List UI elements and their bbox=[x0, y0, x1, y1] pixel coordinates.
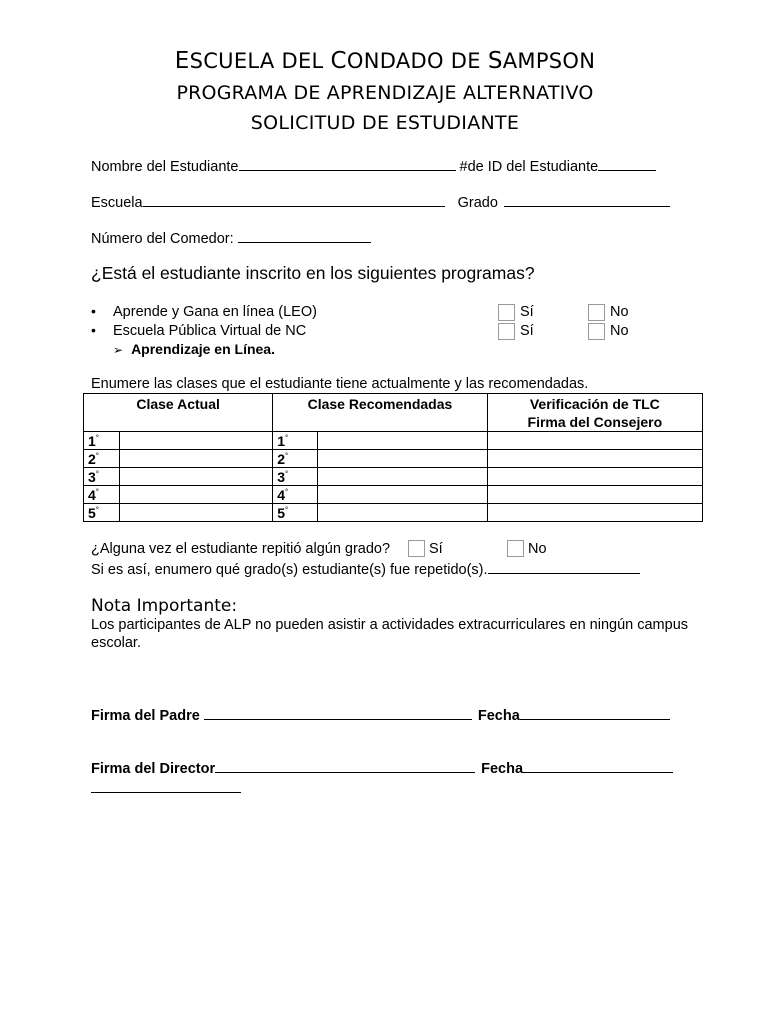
verification-header-line2: Firma del Consejero bbox=[527, 414, 663, 430]
repeat-followup-label: Si es así, enumero qué grado(s) estudiante(s) fue repetido(s). bbox=[91, 562, 488, 578]
row-number: 2° bbox=[273, 450, 318, 468]
director-signature-row bbox=[91, 758, 673, 777]
row-number: 3° bbox=[273, 468, 318, 486]
recommended-class-cell[interactable] bbox=[318, 504, 488, 522]
table-row bbox=[84, 468, 703, 486]
row-number: 4° bbox=[273, 486, 318, 504]
classes-instructions: Enumere las clases que el estudiante tiene actualmente y las recomendadas. bbox=[91, 376, 589, 392]
row-number: 2° bbox=[84, 450, 120, 468]
no-label: No bbox=[610, 304, 629, 320]
table-row bbox=[84, 486, 703, 504]
verification-cell[interactable] bbox=[487, 504, 702, 522]
parent-signature-row bbox=[91, 705, 670, 724]
verification-header bbox=[487, 394, 702, 432]
current-class-cell[interactable] bbox=[119, 450, 272, 468]
yes-label: Sí bbox=[520, 304, 534, 320]
program-label: Escuela Pública Virtual de NC bbox=[113, 323, 307, 339]
repeat-grades-field[interactable] bbox=[488, 559, 640, 574]
no-label: No bbox=[610, 323, 629, 339]
ncvps-yes-checkbox[interactable] bbox=[498, 323, 515, 340]
table-header-row bbox=[84, 394, 703, 432]
yes-label: Sí bbox=[520, 323, 534, 339]
current-class-header: Clase Actual bbox=[84, 394, 273, 432]
leo-no-checkbox[interactable] bbox=[588, 304, 605, 321]
cafeteria-field[interactable] bbox=[238, 228, 371, 243]
row-number: 5° bbox=[84, 504, 120, 522]
verification-cell[interactable] bbox=[487, 468, 702, 486]
current-class-cell[interactable] bbox=[119, 504, 272, 522]
table-row bbox=[84, 450, 703, 468]
verification-cell[interactable] bbox=[487, 486, 702, 504]
verification-cell[interactable] bbox=[487, 432, 702, 450]
repeat-question: ¿Alguna vez el estudiante repitió algún grado? bbox=[91, 541, 391, 557]
parent-signature-label: Firma del Padre bbox=[91, 708, 204, 724]
bullet-icon: • bbox=[91, 303, 96, 319]
director-signature-label: Firma del Director bbox=[91, 761, 216, 777]
school-field[interactable] bbox=[143, 192, 445, 207]
verification-cell[interactable] bbox=[487, 450, 702, 468]
current-class-cell[interactable] bbox=[119, 468, 272, 486]
programs-question: ¿Está el estudiante inscrito en los siguientes programas? bbox=[91, 263, 535, 283]
recommended-class-cell[interactable] bbox=[318, 450, 488, 468]
program-label: Aprende y Gana en línea (LEO) bbox=[113, 304, 317, 320]
row-number: 5° bbox=[273, 504, 318, 522]
student-id-label: #de ID del Estudiante bbox=[455, 159, 599, 175]
parent-date-field[interactable] bbox=[520, 705, 670, 720]
director-date-label: Fecha bbox=[481, 761, 524, 777]
cafeteria-row bbox=[91, 228, 371, 247]
title-cap-3: S bbox=[487, 48, 503, 74]
repeat-yes-label: Sí bbox=[429, 541, 443, 557]
recommended-class-header: Clase Recomendadas bbox=[273, 394, 487, 432]
current-class-cell[interactable] bbox=[119, 486, 272, 504]
table-row bbox=[84, 504, 703, 522]
table-row bbox=[84, 432, 703, 450]
recommended-class-cell[interactable] bbox=[318, 468, 488, 486]
parent-signature-field[interactable] bbox=[204, 705, 472, 720]
school-label: Escuela bbox=[91, 195, 143, 211]
program-title: PROGRAMA DE APRENDIZAJE ALTERNATIVO bbox=[176, 82, 594, 104]
bullet-icon: • bbox=[91, 322, 96, 338]
repeat-grade-section bbox=[91, 541, 731, 581]
title-cap-1: E bbox=[174, 48, 190, 74]
sub-item-label: Aprendizaje en Línea. bbox=[131, 341, 275, 357]
row-number: 4° bbox=[84, 486, 120, 504]
repeat-yes-checkbox[interactable] bbox=[408, 540, 425, 557]
verification-header-line1: Verificación de TLC bbox=[529, 396, 660, 412]
title-rest-1: SCUELA DEL bbox=[189, 49, 331, 73]
grade-label: Grado bbox=[457, 195, 498, 211]
title-rest-3: AMPSON bbox=[502, 49, 596, 73]
leo-yes-checkbox[interactable] bbox=[498, 304, 515, 321]
ncvps-no-checkbox[interactable] bbox=[588, 323, 605, 340]
school-row bbox=[91, 192, 670, 211]
director-signature-field[interactable] bbox=[215, 758, 475, 773]
director-date-field-continuation[interactable] bbox=[91, 779, 241, 793]
repeat-no-label: No bbox=[528, 541, 547, 557]
title-rest-2: ONDADO DE bbox=[346, 49, 488, 73]
grade-field[interactable] bbox=[504, 192, 670, 207]
row-number: 1° bbox=[273, 432, 318, 450]
recommended-class-cell[interactable] bbox=[318, 432, 488, 450]
row-number: 3° bbox=[84, 468, 120, 486]
student-name-field[interactable] bbox=[239, 156, 456, 171]
student-id-field[interactable] bbox=[598, 156, 656, 171]
recommended-class-cell[interactable] bbox=[318, 486, 488, 504]
student-name-row bbox=[91, 156, 656, 175]
title-cap-2: C bbox=[330, 48, 347, 74]
current-class-cell[interactable] bbox=[119, 432, 272, 450]
program-sub-item bbox=[113, 341, 275, 357]
student-name-label: Nombre del Estudiante bbox=[91, 159, 239, 175]
repeat-no-checkbox[interactable] bbox=[507, 540, 524, 557]
arrow-icon: ➢ bbox=[113, 343, 124, 357]
classes-table bbox=[83, 393, 703, 522]
form-title: SOLICITUD DE ESTUDIANTE bbox=[250, 112, 520, 134]
repeat-followup-row bbox=[91, 559, 640, 578]
note-text: Los participantes de ALP no pueden asistir a actividades extracurriculares en ningún campus escolar. bbox=[91, 617, 689, 651]
cafeteria-label: Número del Comedor: bbox=[91, 231, 234, 247]
program-row-ncvps bbox=[91, 323, 691, 341]
parent-date-label: Fecha bbox=[477, 708, 520, 724]
note-title: Nota Importante: bbox=[91, 596, 238, 616]
school-title bbox=[0, 48, 770, 74]
program-row-leo bbox=[91, 304, 691, 322]
director-date-field[interactable] bbox=[523, 758, 673, 773]
row-number: 1° bbox=[84, 432, 120, 450]
